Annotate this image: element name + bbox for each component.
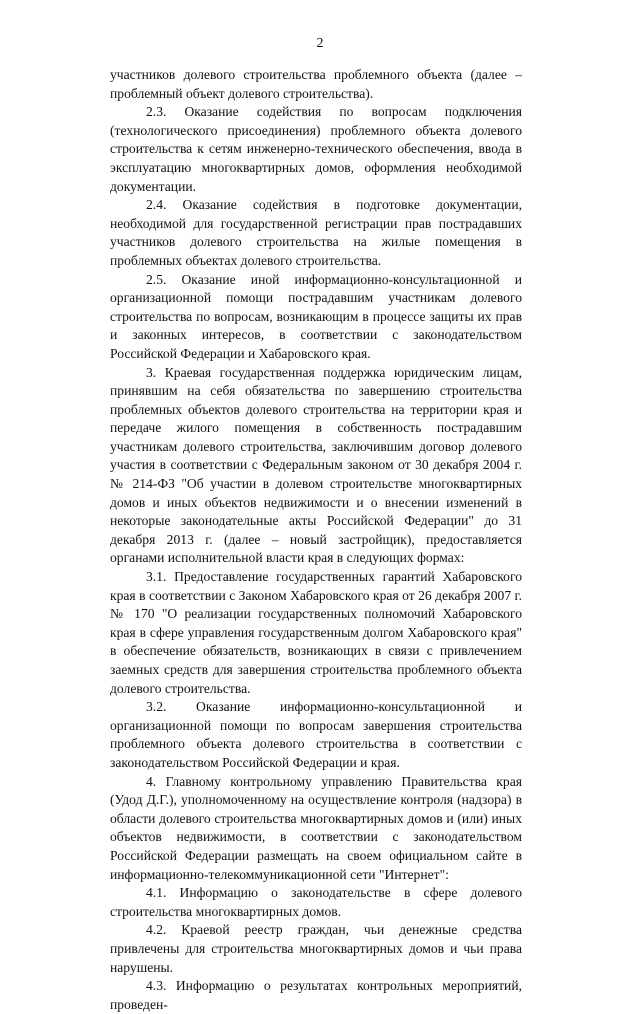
document-body [110, 66, 522, 1014]
paragraph-continuation: участников долевого строительства проблемного объекта (далее – проблемный объект долевого строительства). [110, 67, 522, 101]
paragraph-2-4: 2.4. Оказание содействия в подготовке документации, необходимой для государственной регистрации прав пострадавших участников долевого строительства на жилые помещения в проблемных объектах долевого строительства. [110, 197, 522, 268]
paragraph-4-2: 4.2. Краевой реестр граждан, чьи денежные средства привлечены для строительства многоквартирных домов и чьи права нарушены. [110, 922, 522, 975]
paragraph-4-3: 4.3. Информацию о результатах контрольных мероприятий, проведен- [110, 978, 522, 1012]
paragraph-3-2: 3.2. Оказание информационно-консультационной и организационной помощи по вопросам завершения строительства проблемного объекта долевого строительства в соответствии с законодательством Российской Федерации и края. [110, 699, 522, 770]
paragraph-2-3: 2.3. Оказание содействия по вопросам подключения (технологического присоединения) проблемного объекта долевого строительства к сетям инженерно-технического обеспечения, ввода в эксплуатацию многоквартирных домов, оформления необходимой документации. [110, 104, 522, 194]
paragraph-2-5: 2.5. Оказание иной информационно-консультационной и организационной помощи пострадавшим участникам долевого строительства по вопросам, возникающим в процессе защиты их прав и законных интересов, в соответствии с законодательством Российской Федерации и Хабаровского края. [110, 271, 522, 361]
paragraph-3: 3. Краевая государственная поддержка юридическим лицам, принявшим на себя обязательства по завершению строительства проблемных объектов долевого строительства на территории края и передаче жилого помещения в собственность пострадавшим участникам долевого строительства, заключившим договор долевого участия в соответствии с Федеральным законом от 30 декабря 2004 г. № 214-ФЗ "Об участии в долевом строительстве многоквартирных домов и иных объектов недвижимости и о внесении изменений в некоторые законодательные акты Российской Федерации" до 31 декабря 2013 г. (далее – новый застройщик), предоставляется органами исполнительной власти края в следующих формах: [110, 364, 522, 566]
paragraph-3-1: 3.1. Предоставление государственных гарантий Хабаровского края в соответствии с Законом Хабаровского края от 26 декабря 2007 г. № 170 "О реализации государственных полномочий Хабаровского края в сфере управления государственным долгом Хабаровского края" в обеспечение обязательств, возникающих в связи с привлечением заемных средств для завершения строительства проблемного объекта долевого строительства. [110, 569, 522, 696]
paragraph-4: 4. Главному контрольному управлению Правительства края (Удод Д.Г.), уполномоченному на осуществление контроля (надзора) в области долевого строительства многоквартирных домов и (или) иных объектов недвижимости, в соответствии с законодательством Российской Федерации размещать на своем официальном сайте в информационно-телекоммуникационной сети "Интернет": [110, 773, 522, 882]
page-number: 2 [316, 36, 324, 51]
paragraph-4-1: 4.1. Информацию о законодательстве в сфере долевого строительства многоквартирных домов. [110, 885, 522, 919]
